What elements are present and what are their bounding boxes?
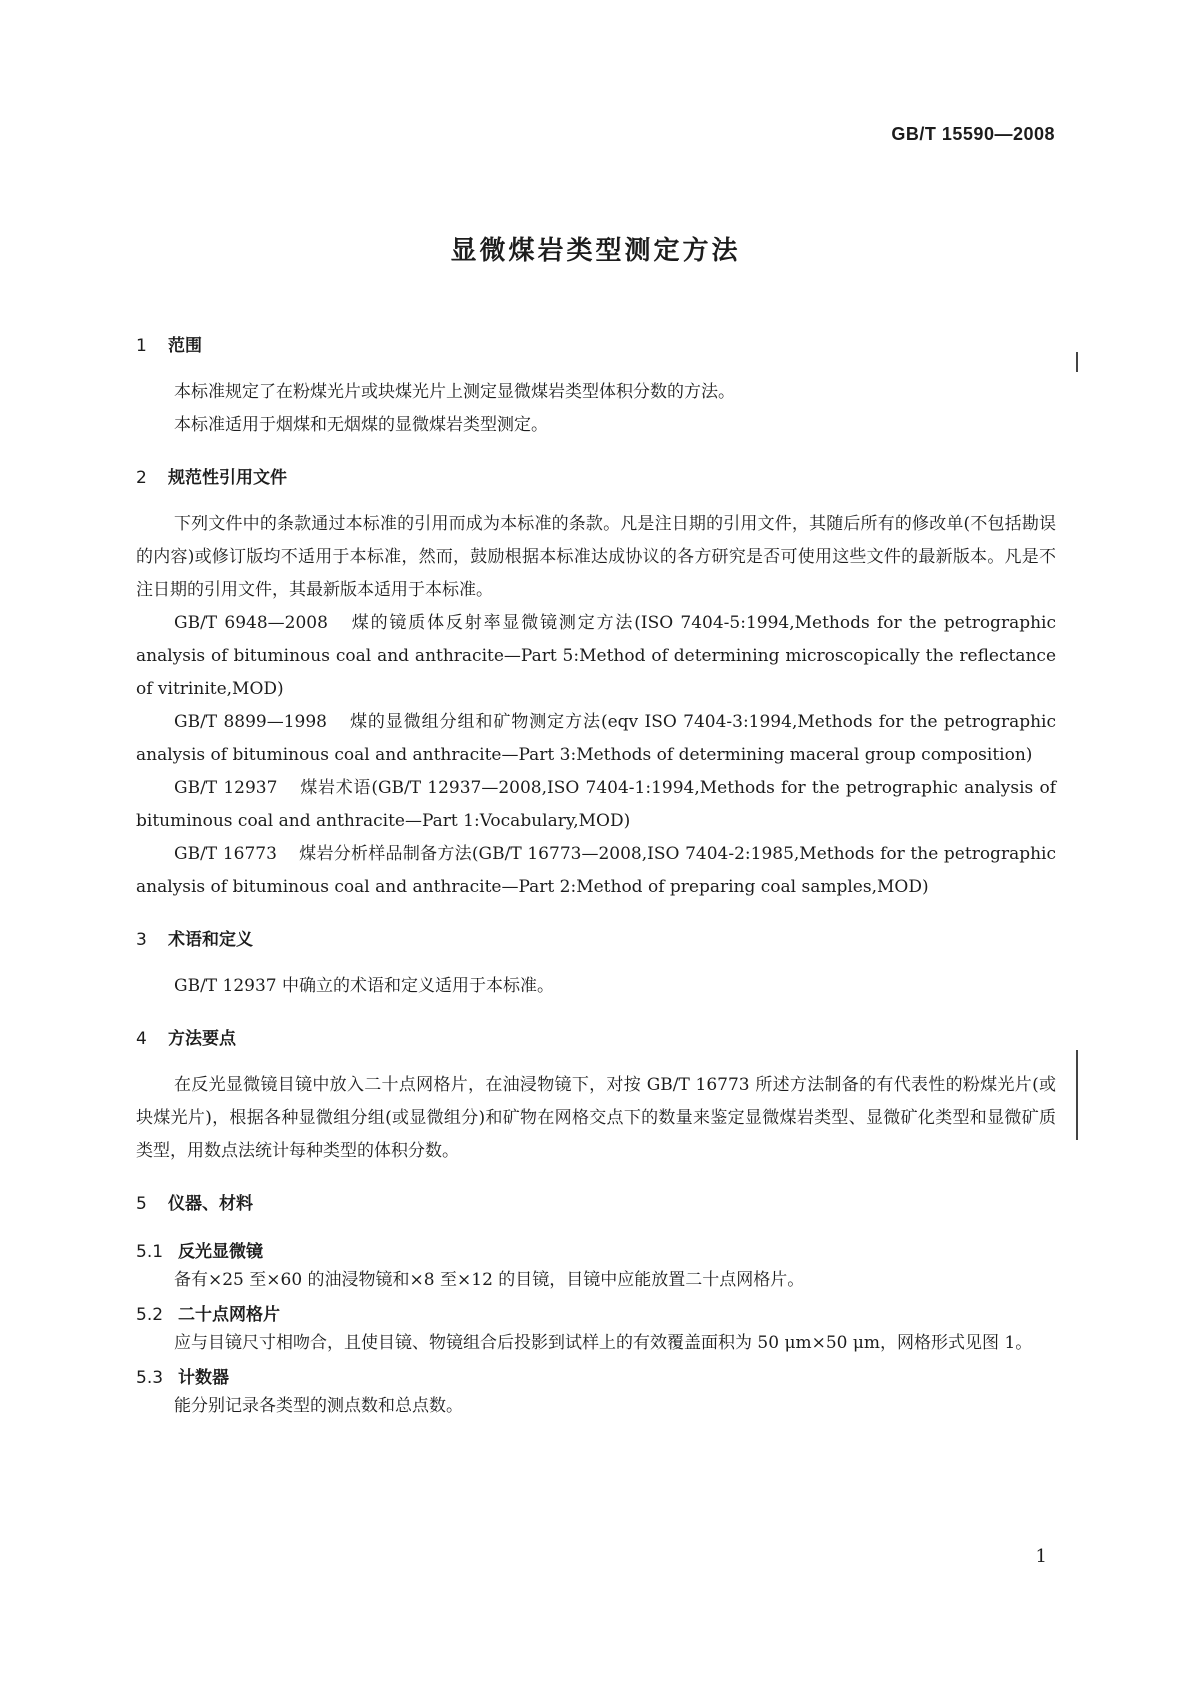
section-title: 术语和定义 [168, 930, 253, 950]
reference-text: 煤岩分析样品制备方法(GB/T 16773—2008,ISO 7404-2:1985,Methods for the petrographic analysis of bituminous coal and anthracite—Part 2:Method of preparing coal samples,MOD) [136, 844, 1056, 897]
reference-code: GB/T 8899—1998 [174, 712, 328, 732]
paragraph: 能分别记录各类型的测点数和总点数。 [174, 1396, 463, 1416]
subsection-number: 5.1 [136, 1242, 164, 1262]
section-heading [136, 928, 1056, 952]
paragraph: 应与目镜尺寸相吻合，且使目镜、物镜组合后投影到试样上的有效覆盖面积为 50 μm×50 μm，网格形式见图 1。 [174, 1333, 1033, 1353]
section-number: 3 [136, 930, 147, 950]
paragraph: GB/T 12937 中确立的术语和定义适用于本标准。 [174, 976, 555, 996]
section-title: 仪器、材料 [168, 1194, 253, 1214]
reference-text: 煤的镜质体反射率显微镜测定方法(ISO 7404-5:1994,Methods for the petrographic analysis of bituminous coal and anthracite—Part 5:Method of determining microscopically the reflectance of vitrinite,MOD) [136, 613, 1056, 699]
paragraph: 下列文件中的条款通过本标准的引用而成为本标准的条款。凡是注日期的引用文件，其随后所有的修改单(不包括勘误的内容)或修订版均不适用于本标准，然而，鼓励根据本标准达成协议的各方研究是否可使用这些文件的最新版本。凡是不注日期的引用文件，其最新版本适用于本标准。 [136, 514, 1056, 600]
subsection-title: 计数器 [178, 1368, 229, 1388]
subsection-heading [136, 1366, 1056, 1390]
paragraph: 本标准规定了在粉煤光片或块煤光片上测定显微煤岩类型体积分数的方法。 [174, 382, 735, 402]
section-number: 4 [136, 1029, 147, 1049]
page-number: 1 [1035, 1546, 1047, 1567]
reference-text: 煤的显微组分组和矿物测定方法(eqv ISO 7404-3:1994,Methods for the petrographic analysis of bituminous coal and anthracite—Part 3:Methods of determining maceral group composition) [136, 712, 1056, 765]
document-title: 显微煤岩类型测定方法 [450, 236, 741, 266]
section-heading [136, 1027, 1056, 1051]
section-heading [136, 466, 1056, 490]
subsection-title: 二十点网格片 [178, 1305, 280, 1325]
section-number: 5 [136, 1194, 147, 1214]
reference-entry [136, 772, 1056, 838]
subsection-title: 反光显微镜 [178, 1242, 263, 1262]
reference-entry [136, 607, 1056, 706]
section-title: 方法要点 [168, 1029, 236, 1049]
reference-entry [136, 838, 1056, 904]
reference-entry [136, 706, 1056, 772]
paragraph: 在反光显微镜目镜中放入二十点网格片，在油浸物镜下，对按 GB/T 16773 所述方法制备的有代表性的粉煤光片(或块煤光片)，根据各种显微组分组(或显微组分)和矿物在网格交点下的数量来鉴定显微煤岩类型、显微矿化类型和显微矿质类型，用数点法统计每种类型的体积分数。 [136, 1075, 1056, 1161]
section-heading [136, 334, 1056, 358]
subsection-heading [136, 1303, 1056, 1327]
section-title: 规范性引用文件 [168, 468, 287, 488]
subsection-number: 5.2 [136, 1305, 164, 1325]
subsection-heading [136, 1240, 1056, 1264]
reference-code: GB/T 6948—2008 [174, 613, 328, 633]
revision-bar [1076, 1050, 1078, 1140]
paragraph: 备有×25 至×60 的油浸物镜和×8 至×12 的目镜，目镜中应能放置二十点网格片。 [174, 1270, 805, 1290]
section-heading [136, 1192, 1056, 1216]
section-number: 2 [136, 468, 147, 488]
section-number: 1 [136, 336, 147, 356]
reference-code: GB/T 16773 [174, 844, 277, 864]
paragraph: 本标准适用于烟煤和无烟煤的显微煤岩类型测定。 [174, 415, 548, 435]
reference-code: GB/T 12937 [174, 778, 278, 798]
reference-text: 煤岩术语(GB/T 12937—2008,ISO 7404-1:1994,Methods for the petrographic analysis of bituminous coal and anthracite—Part 1:Vocabulary,MOD) [136, 778, 1056, 831]
section-title: 范围 [168, 336, 202, 356]
document-body [136, 334, 1056, 1423]
subsection-number: 5.3 [136, 1368, 164, 1388]
standard-code: GB/T 15590—2008 [891, 124, 1055, 144]
revision-bar [1076, 352, 1078, 372]
